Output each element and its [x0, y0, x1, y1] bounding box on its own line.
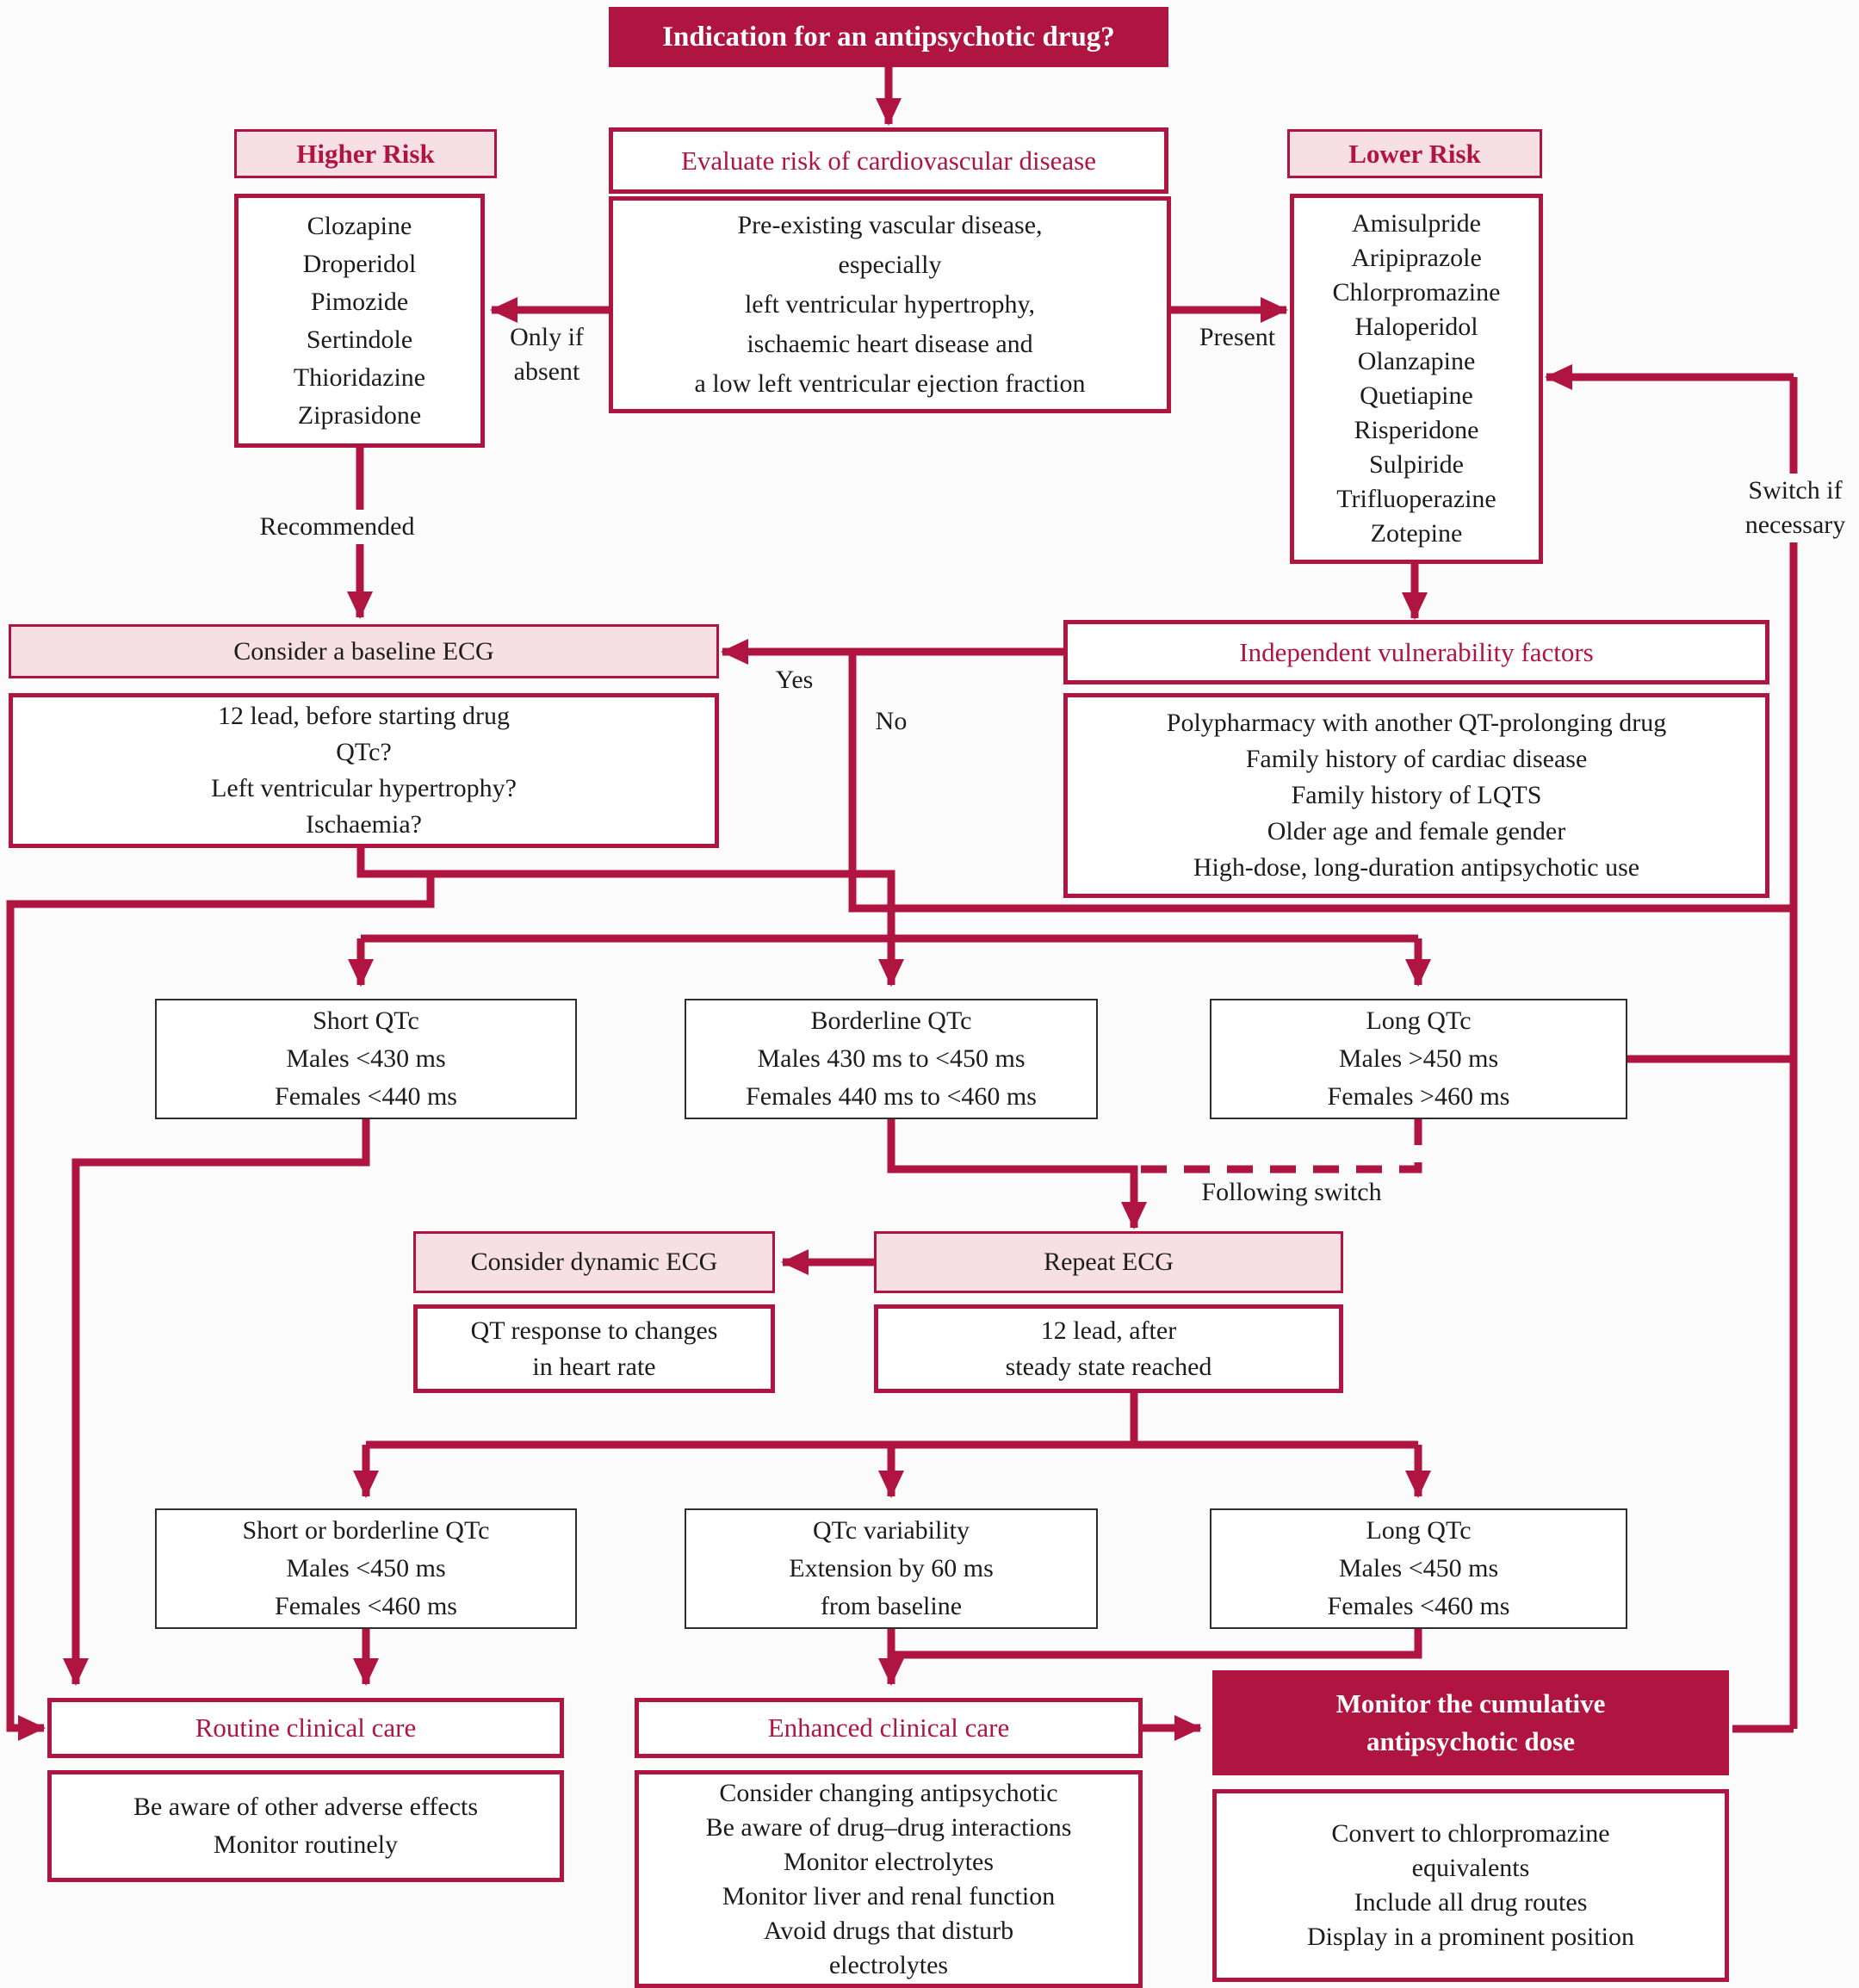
label-following-switch: Following switch	[1201, 1178, 1382, 1206]
short-borderline-qtc-box	[155, 1508, 577, 1629]
qtc-variability-text: QTc variability Extension by 60 ms from baseline	[789, 1516, 994, 1620]
ivf-detail-text: Polypharmacy with another QT-prolonging drug Family history of cardiac disease Family history of LQTS Older age and female gender High-dose, long-duration antipsychotic use	[1166, 709, 1667, 882]
lower-risk-list-text: Amisulpride Aripiprazole Chlorpromazine Haloperidol Olanzapine Quetiapine Risperidone Sulpiride Trifluoperazine Zotepine	[1332, 209, 1501, 548]
convert-detail-text: Convert to chlorpromazine equivalents Include all drug routes Display in a prominent position	[1307, 1819, 1634, 1951]
repeat-ecg-header-text: Repeat ECG	[1044, 1248, 1174, 1276]
enhanced-care-header-text: Enhanced clinical care	[767, 1712, 1010, 1743]
evaluate-text: Evaluate risk of cardiovascular disease	[680, 145, 1096, 176]
routine-care-detail-text: Be aware of other adverse effects Monitor routinely	[133, 1793, 479, 1859]
evaluate-detail	[609, 196, 1171, 413]
baseline-ecg-detail-text: 12 lead, before starting drug QTc? Left ventricular hypertrophy? Ischaemia?	[211, 702, 517, 839]
qtc-variability-box	[685, 1508, 1098, 1629]
higher-risk-list	[234, 194, 485, 448]
repeat-ecg-header	[874, 1231, 1343, 1293]
ivf-detail	[1063, 693, 1769, 898]
borderline-qtc-box	[685, 999, 1098, 1119]
lower-risk-list	[1290, 194, 1543, 564]
label-switch-if-necessary: Switch if necessary	[1722, 474, 1859, 542]
label-present: Present	[1199, 323, 1276, 351]
lower-risk-header-text: Lower Risk	[1348, 138, 1481, 169]
repeat-ecg-detail-text: 12 lead, after steady state reached	[1005, 1316, 1212, 1381]
edge-borderline-to-repeat	[891, 1119, 1134, 1228]
long-qtc-2-box	[1210, 1508, 1627, 1629]
evaluate-detail-text: Pre-existing vascular disease, especially left ventricular hypertrophy, ischaemic heart disease and a low left ventricular ejection fraction	[694, 211, 1086, 398]
enhanced-care-header	[635, 1698, 1143, 1758]
label-yes: Yes	[775, 666, 814, 694]
dynamic-ecg-detail-text: QT response to changes in heart rate	[470, 1316, 718, 1381]
ivf-header-text: Independent vulnerability factors	[1239, 636, 1594, 667]
baseline-ecg-detail	[9, 693, 719, 848]
baseline-ecg-header-text: Consider a baseline ECG	[233, 636, 494, 666]
long-qtc-box	[1210, 999, 1627, 1119]
enhanced-care-detail-text: Consider changing antipsychotic Be aware of drug–drug interactions Monitor electrolytes Monitor liver and renal function Avoid drugs that disturb electrolytes	[705, 1778, 1072, 1979]
dynamic-ecg-header	[413, 1231, 775, 1293]
routine-care-header	[47, 1698, 564, 1758]
repeat-ecg-detail	[874, 1304, 1343, 1393]
title-text: Indication for an antipsychotic drug?	[662, 22, 1115, 53]
long-qtc-text: Long QTc Males >450 ms Females >460 ms	[1327, 1006, 1510, 1111]
title-box	[609, 7, 1168, 67]
edge-following-switch-dashed	[1138, 1119, 1418, 1169]
borderline-qtc-text: Borderline QTc Males 430 ms to <450 ms Females 440 ms to <460 ms	[746, 1006, 1037, 1111]
convert-detail-box	[1212, 1789, 1729, 1982]
lower-risk-header	[1287, 129, 1542, 178]
higher-risk-header	[234, 129, 497, 178]
short-qtc-text: Short QTc Males <430 ms Females <440 ms	[275, 1006, 457, 1111]
edge-ecg-out	[361, 848, 891, 938]
routine-care-header-text: Routine clinical care	[195, 1712, 417, 1743]
evaluate-box	[609, 127, 1168, 194]
ivf-header	[1063, 620, 1769, 684]
monitor-dose-text: Monitor the cumulative antipsychotic dose	[1335, 1688, 1606, 1756]
label-no: No	[875, 707, 908, 735]
baseline-ecg-header	[9, 624, 719, 678]
label-recommended: Recommended	[244, 510, 431, 544]
long-qtc-2-text: Long QTc Males <450 ms Females <460 ms	[1327, 1516, 1510, 1620]
edge-long2-branch	[891, 1629, 1418, 1655]
higher-risk-header-text: Higher Risk	[296, 138, 435, 169]
short-qtc-box	[155, 999, 577, 1119]
short-borderline-qtc-text: Short or borderline QTc Males <450 ms Females <460 ms	[242, 1516, 490, 1620]
higher-risk-list-text: Clozapine Droperidol Pimozide Sertindole Thioridazine Ziprasidone	[293, 211, 426, 430]
monitor-dose-box	[1212, 1670, 1729, 1775]
enhanced-care-detail	[635, 1770, 1143, 1988]
dynamic-ecg-header-text: Consider dynamic ECG	[470, 1248, 718, 1276]
label-only-if-absent: Only if absent	[510, 323, 584, 386]
routine-care-detail	[47, 1770, 564, 1882]
dynamic-ecg-detail	[413, 1304, 775, 1393]
